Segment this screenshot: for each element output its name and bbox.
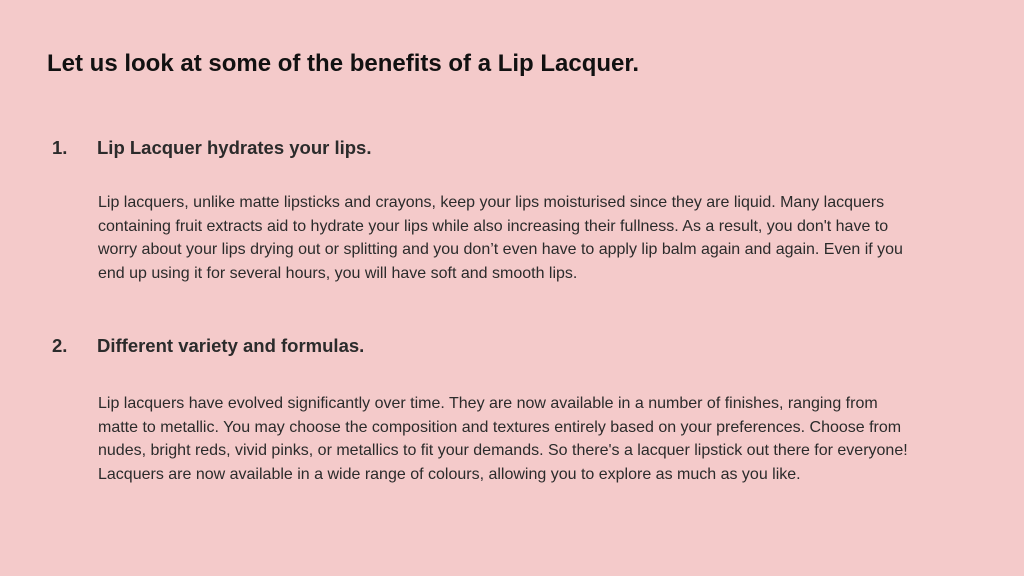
section-number: 2. bbox=[52, 335, 68, 356]
section-heading-text: Lip Lacquer hydrates your lips. bbox=[97, 137, 372, 158]
section-body-hydration bbox=[98, 191, 978, 285]
paragraph-line: containing fruit extracts aid to hydrate your lips while also increasing their fullness. As a result, you don't have to bbox=[98, 217, 889, 235]
section-heading-text: Different variety and formulas. bbox=[97, 335, 365, 356]
paragraph-line: worry about your lips drying out or splitting and you don’t even have to apply lip balm again and again. Even if you bbox=[98, 241, 903, 258]
paragraph-line: nudes, bright reds, vivid pinks, or metallics to fit your demands. So there's a lacquer lipstick out there for everyone! bbox=[98, 442, 908, 459]
paragraph-line: Lip lacquers, unlike matte lipsticks and crayons, keep your lips moisturised since they are liquid. Many lacquers bbox=[98, 194, 885, 211]
paragraph-line: Lip lacquers have evolved significantly over time. They are now available in a number of finishes, ranging from bbox=[98, 395, 878, 412]
paragraph-line: matte to metallic. You may choose the composition and textures entirely based on your preferences. Choose from bbox=[98, 418, 902, 436]
paragraph-line: end up using it for several hours, you will have soft and smooth lips. bbox=[98, 264, 578, 282]
section-body-variety bbox=[98, 392, 978, 486]
slide-title: Let us look at some of the benefits of a Lip Lacquer. bbox=[47, 50, 640, 77]
section-number: 1. bbox=[52, 137, 68, 158]
section-heading-hydration bbox=[52, 137, 371, 159]
paragraph-line: Lacquers are now available in a wide range of colours, allowing you to explore as much as you like. bbox=[98, 465, 801, 483]
section-heading-variety bbox=[52, 335, 364, 357]
